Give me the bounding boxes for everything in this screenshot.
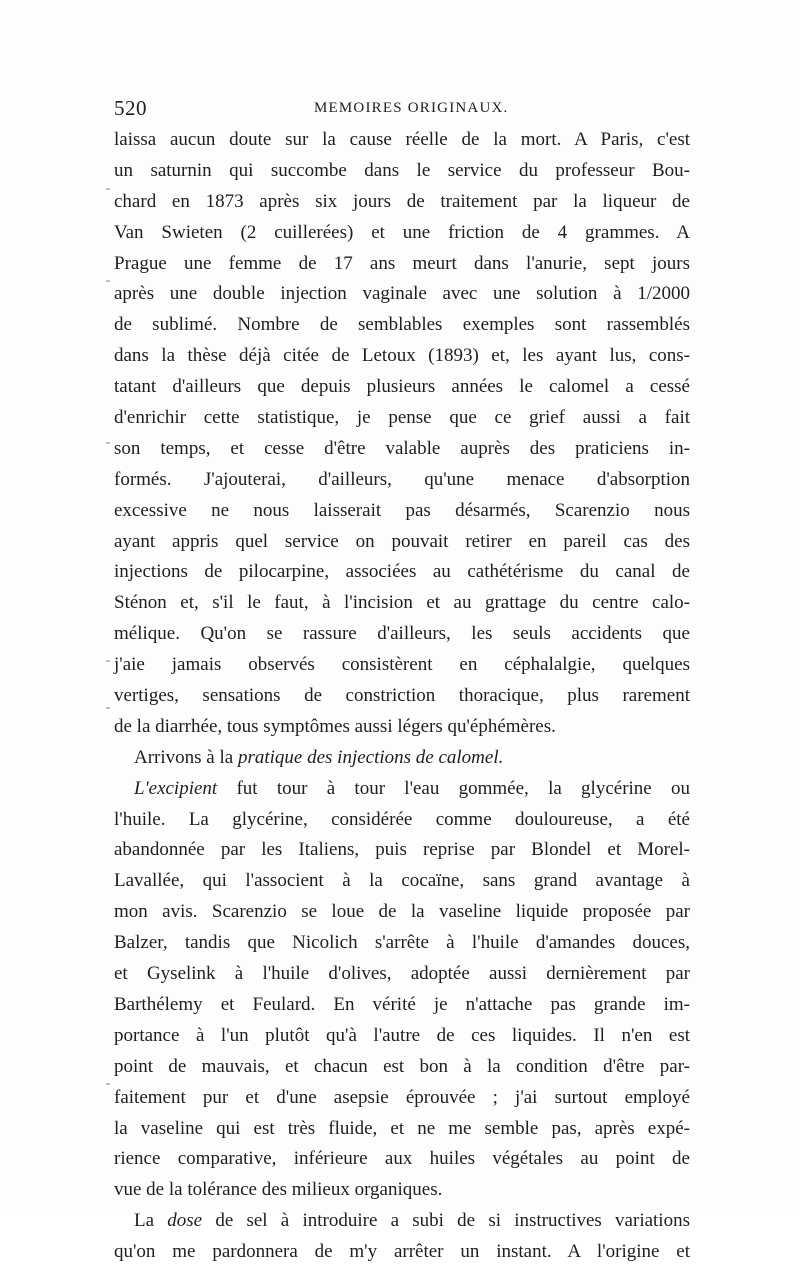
page-number: 520 xyxy=(114,96,147,120)
italic-text: L'excipient xyxy=(134,777,218,799)
text-line: vertiges, sensations de constriction thoracique, plus rarement xyxy=(114,685,690,707)
text-line: Van Swieten (2 cuillerées) et une friction de 4 grammes. A xyxy=(114,221,690,243)
text-line: Barthélemy et Feulard. En vérité je n'attache pas grande im- xyxy=(114,993,690,1015)
text-line: d'enrichir cette statistique, je pense que ce grief aussi a fait xyxy=(114,407,690,429)
text-line: j'aie jamais observés consistèrent en céphalalgie, quelques xyxy=(114,654,690,676)
italic-text: pratique des injections de calomel. xyxy=(237,746,504,768)
text-line: l'huile. La glycérine, considérée comme douloureuse, a été xyxy=(114,808,690,830)
text-line: rience comparative, inférieure aux huiles végétales au point de xyxy=(114,1148,690,1170)
italic-text: dose xyxy=(167,1210,203,1232)
text-line: Prague une femme de 17 ans meurt dans l'anurie, sept jours xyxy=(114,252,690,274)
text-line: de la diarrhée, tous symptômes aussi légers qu'éphémères. xyxy=(114,715,556,737)
text-line: ayant appris quel service on pouvait retirer en pareil cas des xyxy=(114,530,690,552)
text-line: Sténon et, s'il le faut, à l'incision et au grattage du centre calo- xyxy=(114,592,690,614)
text-line: après une double injection vaginale avec une solution à 1/2000 xyxy=(114,283,690,305)
text-line: formés. J'ajouterai, d'ailleurs, qu'une menace d'absorption xyxy=(114,468,690,490)
margin-speck xyxy=(106,188,110,190)
text-run: de sel à introduire a subi de si instructives variations xyxy=(202,1210,690,1232)
margin-speck xyxy=(106,1083,110,1085)
text-line: son temps, et cesse d'être valable auprès des praticiens in- xyxy=(114,437,690,459)
text-line: laissa aucun doute sur la cause réelle de la mort. A Paris, c'est xyxy=(114,129,690,150)
margin-speck xyxy=(106,442,110,444)
text-line: vue de la tolérance des milieux organiques. xyxy=(114,1179,443,1201)
page-header xyxy=(114,96,690,126)
text-line: Lavallée, qui l'associent à la cocaïne, sans grand avantage à xyxy=(114,870,690,892)
text-line: tatant d'ailleurs que depuis plusieurs années le calomel a cessé xyxy=(114,376,690,398)
margin-speck xyxy=(106,707,110,709)
text-run: fut tour à tour l'eau gommée, la glycérine ou xyxy=(217,777,690,799)
text-line xyxy=(114,774,690,805)
margin-speck xyxy=(106,280,110,282)
text-line: mon avis. Scarenzio se loue de la vaseline liquide proposée par xyxy=(114,901,690,923)
text-line: dans la thèse déjà citée de Letoux (1893) et, les ayant lus, cons- xyxy=(114,345,690,367)
margin-speck xyxy=(106,660,110,662)
text-line: mélique. Qu'on se rassure d'ailleurs, les seuls accidents que xyxy=(114,623,690,645)
text-line: et Gyselink à l'huile d'olives, adoptée aussi dernièrement par xyxy=(114,963,690,985)
text-line: de sublimé. Nombre de semblables exemples sont rassemblés xyxy=(114,314,690,336)
text-line: qu'on me pardonnera de m'y arrêter un instant. A l'origine et xyxy=(114,1241,690,1263)
text-line xyxy=(114,1206,690,1237)
body-text xyxy=(114,125,690,1268)
text-line xyxy=(114,743,690,774)
text-line: injections de pilocarpine, associées au cathétérisme du canal de xyxy=(114,561,690,583)
text-line: chard en 1873 après six jours de traitement par la liqueur de xyxy=(114,190,690,212)
text-run: La xyxy=(134,1210,168,1232)
text-line: Balzer, tandis que Nicolich s'arrête à l'huile d'amandes douces, xyxy=(114,932,690,954)
text-line: un saturnin qui succombe dans le service du professeur Bou- xyxy=(114,159,690,181)
text-line: abandonnée par les Italiens, puis reprise par Blondel et Morel- xyxy=(114,839,690,861)
text-line: excessive ne nous laisserait pas désarmés, Scarenzio nous xyxy=(114,499,690,521)
text-line: la vaseline qui est très fluide, et ne me semble pas, après expé- xyxy=(114,1117,690,1139)
running-head: MEMOIRES ORIGINAUX. xyxy=(314,100,509,116)
text-line: portance à l'un plutôt qu'à l'autre de ces liquides. Il n'en est xyxy=(114,1024,690,1046)
text-line: faitement pur et d'une asepsie éprouvée ; j'ai surtout employé xyxy=(114,1086,690,1108)
text-line: point de mauvais, et chacun est bon à la condition d'être par- xyxy=(114,1055,690,1077)
text-run: Arrivons à la xyxy=(134,746,238,768)
